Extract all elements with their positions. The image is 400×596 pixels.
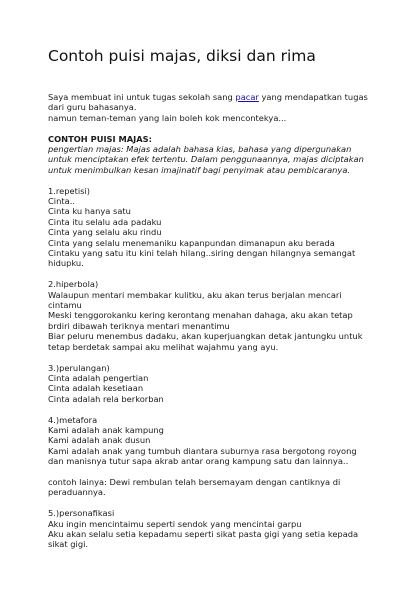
poem-line: Cinta adalah pengertian [48,372,149,383]
poem-line: Kami adalah anak kampung [48,424,164,435]
section-label: 2.hiperbola) [48,279,99,290]
majas-definition: pengertian majas: Majas adalah bahasa kias, bahasa yang dipergunakan untuk menciptakan efek tertentu. Dalam penggunaannya, majas diciptakan untuk menimbulkan kesan imajinatif bagi penyimak atau pembicaranya. [48,144,364,175]
section-metafora [48,415,368,498]
page-title: Contoh puisi majas, diksi dan rima [48,47,316,65]
poem-line: Cintaku yang satu itu kini telah hilang..siring dengan hilangnya semangat hidupku. [48,248,356,269]
document-body [48,92,368,550]
pacar-link[interactable]: pacar [235,92,259,102]
intro-line-2: namun teman-teman yang lain boleh kok mencontekya... [48,112,287,123]
poem-line: Cinta adalah kesetiaan [48,383,144,394]
poem-line: Cinta yang selalu menemaniku kapanpundan dimanapun aku berada [48,237,335,248]
intro-text-before-link: Saya membuat ini untuk tugas sekolah sang [48,92,236,102]
poem-line: Cinta ku hanya satu [48,206,131,217]
poem-line: Aku akan selalu setia kepadamu seperti sikat pasta gigi yang setia kepada sikat gigi. [48,528,359,550]
poem-line: Biar peluru menembus dadaku, akan kuperjuangkan detak jantungku untuk tetap berdetak sampai aku melihat wajahmu yang ayu. [48,331,363,352]
section-label: 3.)perulangan) [48,362,110,373]
section-label: 5.)personafikasi [48,508,115,519]
poem-line: Kami adalah anak dusun [48,435,151,446]
section-perulangan [48,363,368,405]
poem-line: Meski tenggorokanku kering kerontang menahan dahaga, aku akan tetap brdiri dibawah teriknya mentari menantimu [48,310,353,331]
poem-line: Cinta yang selalu aku rindu [48,227,162,238]
poem-line: Kami adalah anak yang tumbuh diantara suburnya rasa bergotong royong dan manisnya tutur sapa akrab antar orang kampung satu dan lainnya.. [48,445,357,467]
extra-example: contoh lainya: Dewi rembulan telah bersemayam dengan cantiknya di peraduannya. [48,476,341,498]
section-label: 4.)metafora [48,414,98,425]
poem-line: Cinta.. [48,196,75,207]
intro-text-after-link: yang mendapatkan tugas dari guru bahasanya. [48,92,368,113]
poem-line: Cinta adalah rela berkorban [48,393,164,404]
poem-line: Cinta itu selalu ada padaku [48,216,162,227]
poem-line: Aku ingin mencintaimu seperti sendok yang mencintai garpu [48,518,302,529]
intro-paragraph [48,92,368,113]
section-repetisi [48,186,368,269]
section-hiperbola [48,279,368,352]
section-personifikasi [48,508,368,550]
poem-line: Walaupun mentari membakar kulitku, aku akan terus berjalan mencari cintamu [48,289,342,311]
section-label: 1.repetisi) [48,185,91,196]
document-page [0,46,368,550]
majas-heading: CONTOH PUISI MAJAS: [48,133,152,144]
